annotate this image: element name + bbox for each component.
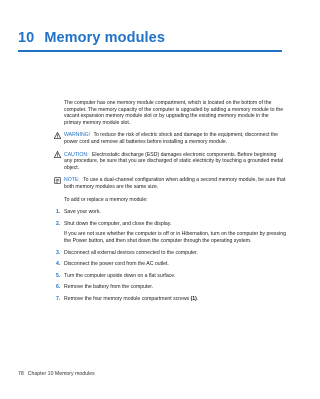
step-number: 2.: [56, 220, 61, 227]
chapter-number: 10: [18, 30, 35, 46]
step-number: 6.: [56, 284, 61, 291]
step-item: [56, 220, 286, 245]
caution-triangle-icon: [54, 151, 61, 158]
step-item: [56, 209, 286, 216]
note-notice: [64, 177, 286, 190]
step-callout-ref: (1): [190, 295, 197, 302]
chapter-title: [18, 30, 165, 46]
step-number: 5.: [56, 272, 61, 279]
step-item: [56, 249, 286, 257]
step-text: Turn the computer upside down on a flat surface.: [64, 272, 176, 279]
step-text: Shut down the computer, and close the display.: [64, 220, 172, 227]
step-item: [56, 261, 286, 268]
step-item: [56, 284, 286, 291]
step-number: 1.: [56, 209, 61, 216]
note-label: NOTE:: [64, 177, 80, 184]
chapter-title-text: Memory modules: [44, 30, 165, 46]
title-rule: [18, 50, 282, 52]
step-text-end: .: [196, 295, 199, 302]
caution-label: CAUTION:: [64, 151, 89, 158]
warning-triangle-icon: [54, 132, 61, 139]
note-icon: [54, 177, 61, 184]
step-item: [56, 272, 286, 280]
footer-chapter-ref: Chapter 10 Memory modules: [27, 371, 95, 377]
page-footer: [18, 371, 99, 377]
warning-label: WARNING!: [64, 132, 91, 139]
step-text: Remove the four memory module compartment screws: [64, 295, 191, 302]
caution-text: Electrostatic discharge (ESD) damages electronic components. Before beginning any procedure, be sure that you are discharged of static electricity by touching a grounded metal object.: [64, 151, 284, 171]
warning-text: To reduce the risk of electric shock and damage to the equipment, disconnect the power cord and remove all batteries before installing a memory module.: [64, 132, 279, 145]
page-content: [56, 100, 286, 307]
page-number: 78: [18, 371, 24, 377]
step-text: Save your work.: [64, 209, 101, 216]
note-text: To use a dual-channel configuration when adding a second memory module, be sure that both memory modules are the same size.: [64, 177, 286, 190]
step-subtext: If you are not sure whether the computer is off or in Hibernation, turn on the computer by pressing the Power button, and then shut down the computer through the operating system.: [64, 231, 286, 244]
procedure-intro: To add or replace a memory module:: [64, 196, 148, 203]
step-text: Disconnect the power cord from the AC outlet.: [64, 261, 169, 268]
step-number: 3.: [56, 249, 61, 256]
warning-notice: [64, 132, 286, 145]
step-text: Remove the battery from the computer.: [64, 284, 154, 291]
procedure-steps: [56, 209, 286, 302]
step-text: Disconnect all external devices connected to the computer.: [64, 249, 199, 256]
intro-paragraph: The computer has one memory module compartment, which is located on the bottom of the computer. The memory capacity of the computer is upgraded by adding a memory module to the vacant expansion memory module slot or by upgrading the existing memory module in the primary memory module slot.: [64, 100, 284, 126]
step-number: 4.: [56, 261, 61, 268]
caution-notice: [64, 152, 286, 172]
step-number: 7.: [56, 295, 61, 302]
step-item: [56, 295, 286, 303]
